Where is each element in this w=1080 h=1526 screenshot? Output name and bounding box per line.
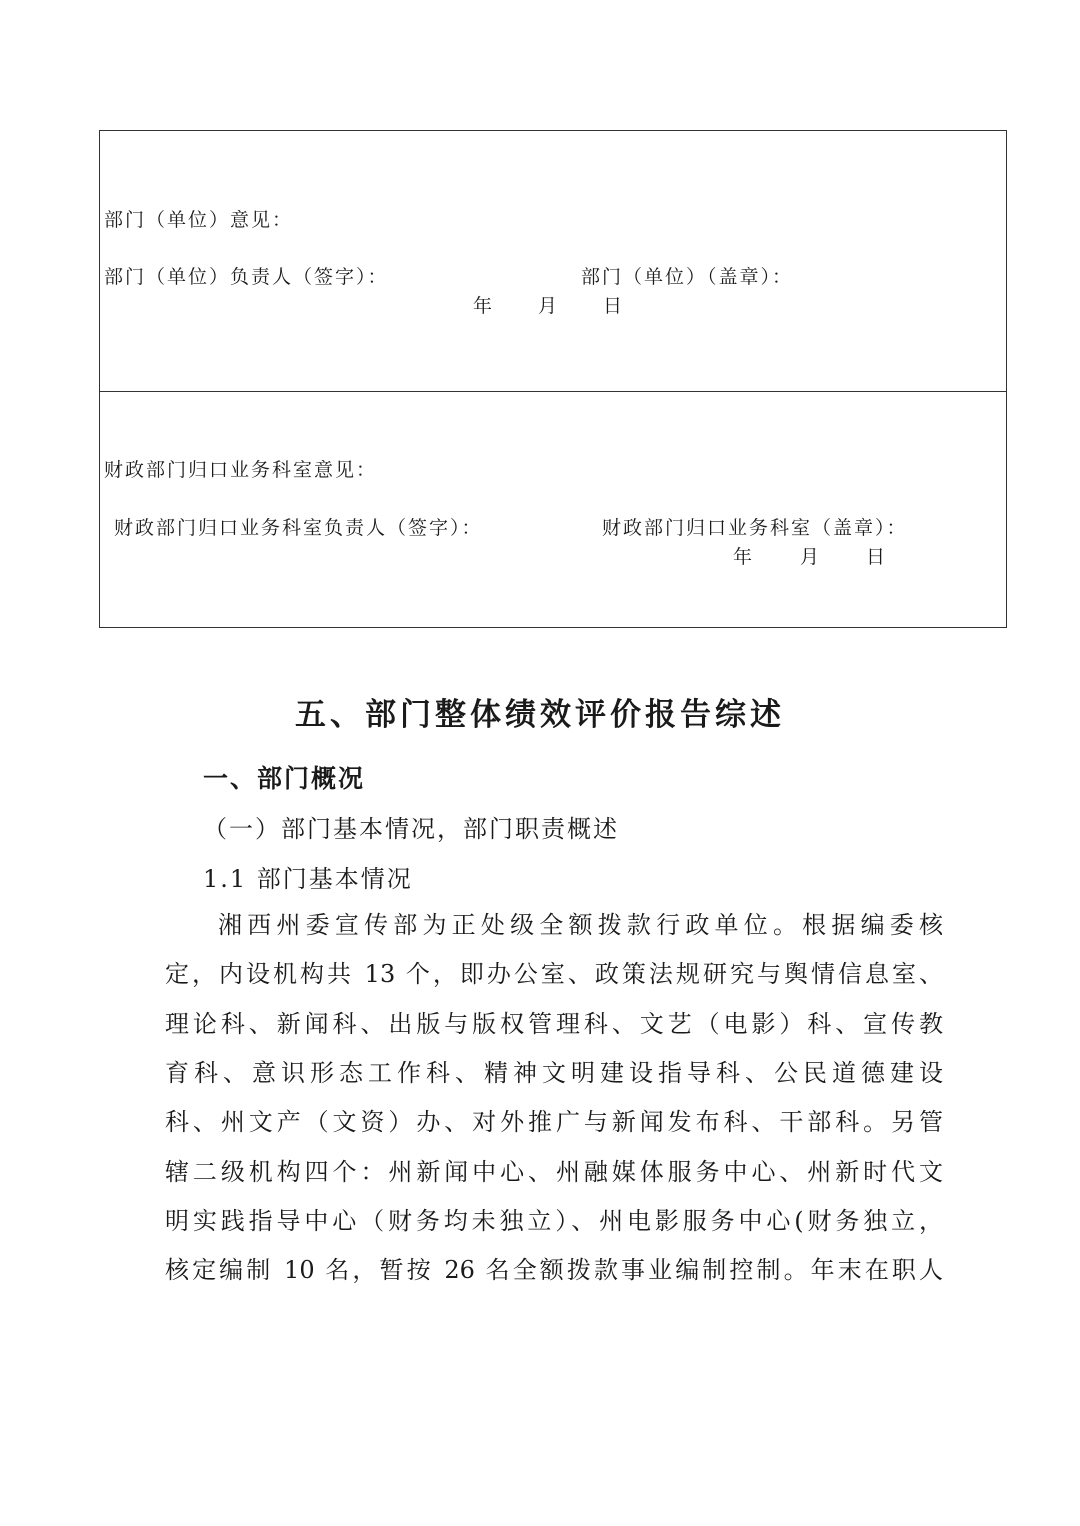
paragraph-line: 辖二级机构四个：州新闻中心、州融媒体服务中心、州新时代文: [165, 1158, 943, 1186]
dept-seal-label: 部门（单位）（盖章）：: [581, 266, 794, 288]
paragraph-line: 核定编制 10 名，暂按 26 名全额拨款事业编制控制。年末在职人: [165, 1256, 943, 1284]
paragraph-line: 定，内设机构共 13 个，即办公室、政策法规研究与舆情信息室、: [165, 960, 943, 988]
dept-head-signature-label: 部门（单位）负责人（签字）：: [104, 266, 389, 288]
heading-1-1: 1.1 部门基本情况: [203, 865, 413, 893]
paragraph-line: 育科、意识形态工作科、精神文明建设指导科、公民道德建设: [165, 1059, 943, 1087]
finance-seal-label: 财政部门归口业务科室（盖章）：: [602, 517, 908, 539]
finance-date-year: 年: [733, 546, 753, 568]
heading-dept-overview: 一、部门概况: [203, 764, 366, 793]
dept-date-year: 年: [473, 295, 493, 317]
paragraph-line: 明实践指导中心（财务均未独立）、州电影服务中心(财务独立，: [165, 1207, 943, 1235]
finance-head-signature-label: 财政部门归口业务科室负责人（签字）：: [114, 517, 483, 539]
section-title: 五、部门整体绩效评价报告综述: [295, 697, 785, 733]
finance-date-day: 日: [866, 546, 886, 568]
form-row-divider: [100, 391, 1006, 392]
heading-dept-basic-info: （一）部门基本情况，部门职责概述: [203, 815, 619, 843]
paragraph-line: 科、州文产（文资）办、对外推广与新闻发布科、干部科。另管: [165, 1108, 943, 1136]
paragraph-line: 理论科、新闻科、出版与版权管理科、文艺（电影）科、宣传教: [165, 1010, 943, 1038]
finance-opinion-label: 财政部门归口业务科室意见：: [104, 459, 378, 481]
dept-date-month: 月: [538, 295, 558, 317]
paragraph-line: 湘西州委宣传部为正处级全额拨款行政单位。根据编委核: [218, 911, 943, 939]
finance-date-month: 月: [800, 546, 820, 568]
approval-form-table: [99, 130, 1007, 628]
dept-opinion-label: 部门（单位）意见：: [104, 209, 294, 231]
dept-date-day: 日: [603, 295, 623, 317]
